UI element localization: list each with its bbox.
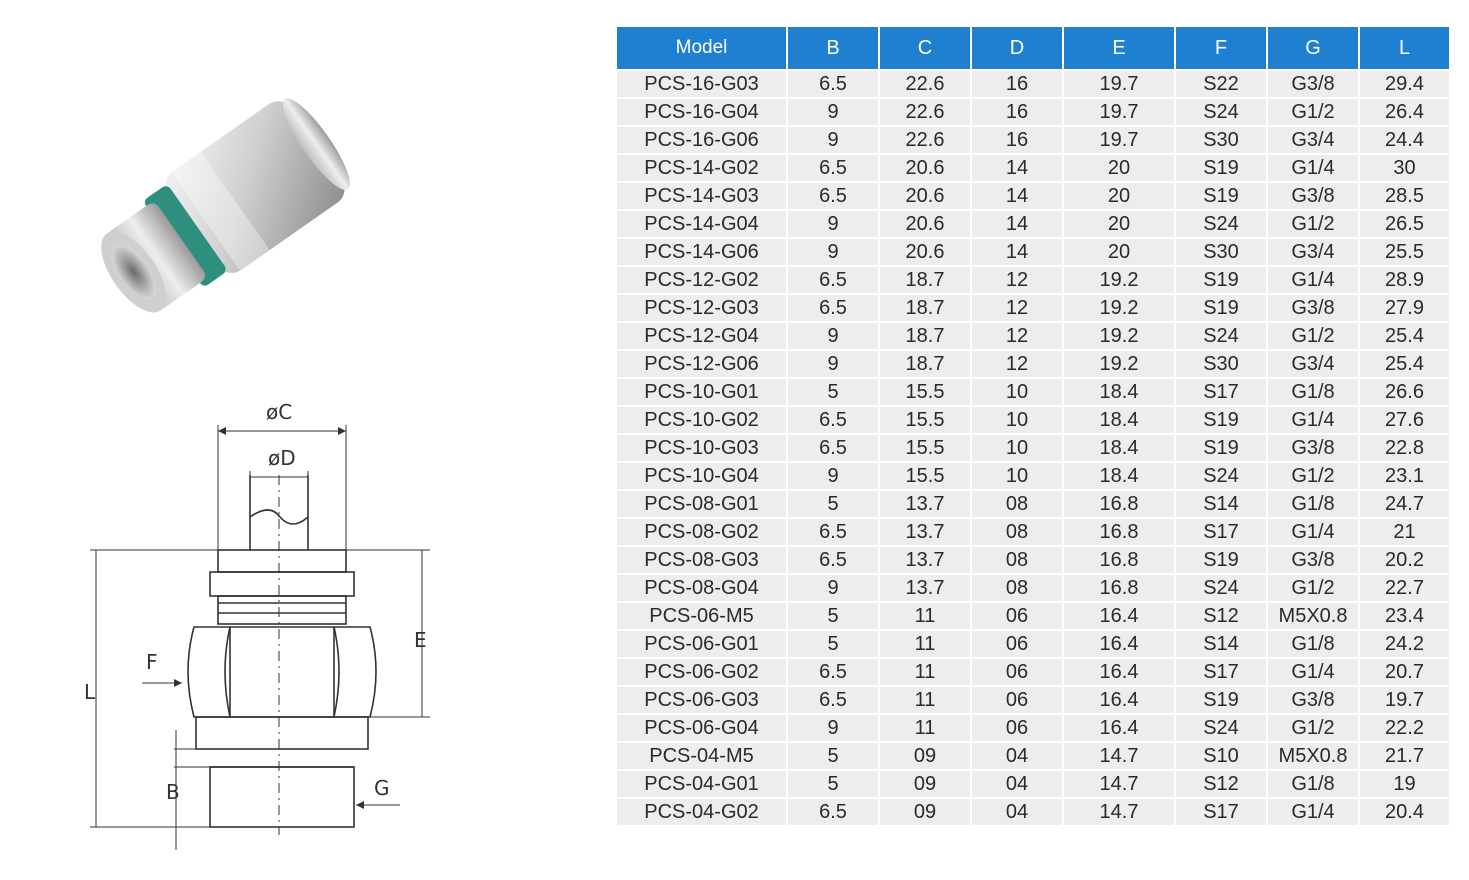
table-cell-c: 11: [879, 658, 971, 686]
table-cell-l: 19.7: [1359, 686, 1449, 714]
table-cell-g: G3/8: [1267, 70, 1359, 98]
table-row: [617, 546, 1449, 574]
table-cell-e: 16.4: [1063, 630, 1175, 658]
table-cell-l: 24.2: [1359, 630, 1449, 658]
table-cell-l: 30: [1359, 154, 1449, 182]
table-cell-model: PCS-06-G01: [617, 630, 787, 658]
table-cell-e: 20: [1063, 154, 1175, 182]
product-photo: [100, 80, 400, 350]
table-cell-model: PCS-04-M5: [617, 742, 787, 770]
table-cell-f: S10: [1175, 742, 1267, 770]
table-cell-f: S19: [1175, 406, 1267, 434]
table-cell-e: 19.7: [1063, 126, 1175, 154]
table-cell-c: 20.6: [879, 210, 971, 238]
table-cell-l: 19: [1359, 770, 1449, 798]
table-cell-model: PCS-04-G01: [617, 770, 787, 798]
table-cell-g: G1/4: [1267, 518, 1359, 546]
table-cell-f: S30: [1175, 238, 1267, 266]
table-cell-d: 04: [971, 770, 1063, 798]
table-row: [617, 574, 1449, 602]
table-cell-g: G3/4: [1267, 126, 1359, 154]
table-cell-model: PCS-10-G01: [617, 378, 787, 406]
table-cell-d: 04: [971, 798, 1063, 825]
table-cell-b: 5: [787, 378, 879, 406]
table-cell-e: 20: [1063, 238, 1175, 266]
table-cell-c: 11: [879, 602, 971, 630]
table-cell-c: 15.5: [879, 434, 971, 462]
table-cell-d: 06: [971, 686, 1063, 714]
table-cell-model: PCS-10-G02: [617, 406, 787, 434]
table-cell-d: 16: [971, 70, 1063, 98]
label-c: øC: [266, 400, 293, 424]
table-cell-b: 6.5: [787, 154, 879, 182]
table-cell-g: G1/2: [1267, 322, 1359, 350]
label-d: øD: [268, 446, 296, 470]
table-cell-d: 10: [971, 434, 1063, 462]
table-cell-f: S19: [1175, 686, 1267, 714]
table-cell-d: 08: [971, 574, 1063, 602]
table-cell-e: 14.7: [1063, 770, 1175, 798]
table-cell-f: S24: [1175, 98, 1267, 126]
table-cell-b: 6.5: [787, 658, 879, 686]
table-cell-c: 18.7: [879, 294, 971, 322]
table-cell-f: S24: [1175, 322, 1267, 350]
table-cell-g: G3/8: [1267, 182, 1359, 210]
table-row: [617, 322, 1449, 350]
table-cell-g: G1/4: [1267, 266, 1359, 294]
table-cell-l: 25.4: [1359, 350, 1449, 378]
table-cell-d: 04: [971, 742, 1063, 770]
table-cell-c: 18.7: [879, 322, 971, 350]
table-cell-e: 19.7: [1063, 70, 1175, 98]
table-row: [617, 490, 1449, 518]
table-row: [617, 266, 1449, 294]
table-cell-e: 14.7: [1063, 798, 1175, 825]
table-cell-g: G1/2: [1267, 574, 1359, 602]
table-cell-l: 22.7: [1359, 574, 1449, 602]
table-cell-b: 5: [787, 742, 879, 770]
table-row: [617, 462, 1449, 490]
table-cell-b: 9: [787, 350, 879, 378]
table-cell-l: 25.5: [1359, 238, 1449, 266]
table-cell-l: 26.6: [1359, 378, 1449, 406]
table-row: [617, 658, 1449, 686]
table-cell-e: 16.8: [1063, 546, 1175, 574]
table-row: [617, 154, 1449, 182]
table-cell-f: S17: [1175, 518, 1267, 546]
table-cell-f: S30: [1175, 126, 1267, 154]
table-cell-c: 09: [879, 742, 971, 770]
table-cell-e: 19.2: [1063, 266, 1175, 294]
table-cell-model: PCS-06-M5: [617, 602, 787, 630]
table-cell-b: 6.5: [787, 686, 879, 714]
table-row: [617, 294, 1449, 322]
table-cell-model: PCS-16-G06: [617, 126, 787, 154]
table-cell-l: 23.1: [1359, 462, 1449, 490]
column-header-d: D: [971, 27, 1063, 70]
table-row: [617, 98, 1449, 126]
table-cell-c: 20.6: [879, 182, 971, 210]
table-cell-c: 09: [879, 770, 971, 798]
table-cell-f: S19: [1175, 434, 1267, 462]
table-cell-d: 06: [971, 658, 1063, 686]
table-cell-model: PCS-14-G02: [617, 154, 787, 182]
table-cell-model: PCS-08-G03: [617, 546, 787, 574]
table-cell-b: 6.5: [787, 70, 879, 98]
table-cell-f: S22: [1175, 70, 1267, 98]
table-cell-b: 6.5: [787, 182, 879, 210]
table-cell-d: 12: [971, 266, 1063, 294]
table-cell-b: 6.5: [787, 294, 879, 322]
table-cell-d: 16: [971, 126, 1063, 154]
table-cell-model: PCS-06-G02: [617, 658, 787, 686]
table-cell-c: 15.5: [879, 462, 971, 490]
table-cell-l: 20.7: [1359, 658, 1449, 686]
table-cell-c: 15.5: [879, 406, 971, 434]
table-cell-e: 19.2: [1063, 350, 1175, 378]
table-cell-g: M5X0.8: [1267, 602, 1359, 630]
table-cell-d: 08: [971, 518, 1063, 546]
label-e: E: [414, 628, 427, 652]
table-cell-model: PCS-06-G03: [617, 686, 787, 714]
table-cell-g: G1/2: [1267, 462, 1359, 490]
table-row: [617, 70, 1449, 98]
table-cell-model: PCS-08-G02: [617, 518, 787, 546]
table-cell-d: 14: [971, 182, 1063, 210]
table-cell-g: G1/8: [1267, 770, 1359, 798]
table-cell-d: 16: [971, 98, 1063, 126]
table-cell-g: G3/8: [1267, 686, 1359, 714]
table-cell-f: S24: [1175, 714, 1267, 742]
table-cell-d: 12: [971, 294, 1063, 322]
table-cell-e: 18.4: [1063, 406, 1175, 434]
table-cell-g: G3/4: [1267, 238, 1359, 266]
label-f: F: [146, 650, 158, 674]
table-cell-l: 21.7: [1359, 742, 1449, 770]
table-cell-c: 11: [879, 714, 971, 742]
table-cell-d: 12: [971, 350, 1063, 378]
table-row: [617, 406, 1449, 434]
table-cell-g: G1/4: [1267, 798, 1359, 825]
table-cell-d: 10: [971, 378, 1063, 406]
table-cell-b: 6.5: [787, 266, 879, 294]
table-cell-b: 6.5: [787, 798, 879, 825]
column-header-b: B: [787, 27, 879, 70]
table-cell-g: G1/4: [1267, 406, 1359, 434]
label-g: G: [374, 776, 390, 800]
table-cell-c: 22.6: [879, 98, 971, 126]
label-b: B: [166, 780, 180, 804]
table-row: [617, 238, 1449, 266]
table-cell-b: 5: [787, 602, 879, 630]
table-cell-l: 24.7: [1359, 490, 1449, 518]
table-cell-e: 14.7: [1063, 742, 1175, 770]
table-cell-e: 20: [1063, 182, 1175, 210]
table-row: [617, 742, 1449, 770]
table-cell-f: S17: [1175, 658, 1267, 686]
table-cell-b: 9: [787, 210, 879, 238]
table-cell-c: 20.6: [879, 238, 971, 266]
column-header-model: Model: [617, 27, 787, 70]
table-cell-g: G1/8: [1267, 490, 1359, 518]
table-cell-l: 26.4: [1359, 98, 1449, 126]
table-cell-d: 06: [971, 630, 1063, 658]
table-cell-model: PCS-14-G04: [617, 210, 787, 238]
table-cell-c: 15.5: [879, 378, 971, 406]
table-body: [617, 70, 1449, 825]
table-cell-e: 18.4: [1063, 378, 1175, 406]
table-cell-c: 13.7: [879, 546, 971, 574]
table-cell-d: 08: [971, 546, 1063, 574]
table-cell-d: 08: [971, 490, 1063, 518]
table-cell-l: 20.2: [1359, 546, 1449, 574]
table-row: [617, 350, 1449, 378]
table-cell-model: PCS-14-G03: [617, 182, 787, 210]
table-cell-d: 06: [971, 602, 1063, 630]
table-cell-e: 16.8: [1063, 574, 1175, 602]
table-cell-b: 9: [787, 574, 879, 602]
table-cell-c: 18.7: [879, 350, 971, 378]
table-cell-model: PCS-12-G06: [617, 350, 787, 378]
table-cell-f: S12: [1175, 602, 1267, 630]
table-cell-e: 19.2: [1063, 322, 1175, 350]
table-cell-g: G1/2: [1267, 210, 1359, 238]
table-cell-d: 06: [971, 714, 1063, 742]
table-cell-f: S14: [1175, 490, 1267, 518]
table-cell-f: S19: [1175, 154, 1267, 182]
table-cell-g: G3/8: [1267, 546, 1359, 574]
table-row: [617, 798, 1449, 825]
table-cell-b: 9: [787, 98, 879, 126]
table-cell-g: G1/4: [1267, 658, 1359, 686]
table-cell-l: 22.8: [1359, 434, 1449, 462]
table-row: [617, 378, 1449, 406]
table-row: [617, 126, 1449, 154]
table-cell-f: S17: [1175, 798, 1267, 825]
table-cell-d: 14: [971, 210, 1063, 238]
table-cell-e: 16.4: [1063, 714, 1175, 742]
table-cell-c: 18.7: [879, 266, 971, 294]
table-cell-c: 09: [879, 798, 971, 825]
table-cell-e: 16.8: [1063, 490, 1175, 518]
table-cell-c: 20.6: [879, 154, 971, 182]
table-cell-l: 21: [1359, 518, 1449, 546]
table-cell-model: PCS-12-G02: [617, 266, 787, 294]
table-cell-b: 5: [787, 770, 879, 798]
table-cell-c: 13.7: [879, 574, 971, 602]
table-row: [617, 602, 1449, 630]
table-cell-e: 19.7: [1063, 98, 1175, 126]
table-cell-f: S17: [1175, 378, 1267, 406]
table-cell-l: 20.4: [1359, 798, 1449, 825]
table-cell-e: 18.4: [1063, 462, 1175, 490]
table-cell-l: 26.5: [1359, 210, 1449, 238]
table-cell-g: G1/4: [1267, 154, 1359, 182]
table-cell-b: 9: [787, 126, 879, 154]
table-cell-l: 24.4: [1359, 126, 1449, 154]
table-cell-g: M5X0.8: [1267, 742, 1359, 770]
table-row: [617, 434, 1449, 462]
table-row: [617, 630, 1449, 658]
table-cell-e: 18.4: [1063, 434, 1175, 462]
column-header-e: E: [1063, 27, 1175, 70]
table-cell-d: 12: [971, 322, 1063, 350]
table-row: [617, 518, 1449, 546]
table-cell-l: 28.5: [1359, 182, 1449, 210]
table-cell-b: 6.5: [787, 518, 879, 546]
table-cell-model: PCS-16-G03: [617, 70, 787, 98]
table-cell-g: G1/2: [1267, 714, 1359, 742]
dimension-drawing: [70, 395, 430, 860]
column-header-c: C: [879, 27, 971, 70]
table-cell-b: 9: [787, 462, 879, 490]
table-cell-e: 20: [1063, 210, 1175, 238]
table-cell-e: 16.4: [1063, 602, 1175, 630]
table-cell-model: PCS-04-G02: [617, 798, 787, 825]
table-cell-b: 9: [787, 238, 879, 266]
table-cell-g: G3/8: [1267, 294, 1359, 322]
table-cell-f: S14: [1175, 630, 1267, 658]
column-header-g: G: [1267, 27, 1359, 70]
table-cell-model: PCS-06-G04: [617, 714, 787, 742]
table-cell-c: 22.6: [879, 70, 971, 98]
table-cell-b: 5: [787, 630, 879, 658]
table-cell-f: S12: [1175, 770, 1267, 798]
table-cell-b: 6.5: [787, 434, 879, 462]
table-cell-model: PCS-16-G04: [617, 98, 787, 126]
table-cell-f: S19: [1175, 182, 1267, 210]
table-cell-model: PCS-12-G04: [617, 322, 787, 350]
label-l: L: [84, 680, 96, 704]
table-cell-model: PCS-08-G04: [617, 574, 787, 602]
table-cell-model: PCS-10-G03: [617, 434, 787, 462]
table-cell-c: 22.6: [879, 126, 971, 154]
table-cell-b: 9: [787, 322, 879, 350]
table-cell-l: 25.4: [1359, 322, 1449, 350]
table-cell-l: 23.4: [1359, 602, 1449, 630]
table-cell-l: 27.6: [1359, 406, 1449, 434]
table-cell-l: 28.9: [1359, 266, 1449, 294]
table-cell-f: S24: [1175, 462, 1267, 490]
table-cell-model: PCS-08-G01: [617, 490, 787, 518]
table-cell-g: G3/8: [1267, 434, 1359, 462]
table-cell-g: G1/8: [1267, 630, 1359, 658]
table-cell-f: S19: [1175, 546, 1267, 574]
table-cell-d: 14: [971, 154, 1063, 182]
table-cell-c: 13.7: [879, 518, 971, 546]
table-cell-model: PCS-14-G06: [617, 238, 787, 266]
column-header-f: F: [1175, 27, 1267, 70]
table-cell-model: PCS-10-G04: [617, 462, 787, 490]
table-cell-e: 16.8: [1063, 518, 1175, 546]
table-cell-b: 5: [787, 490, 879, 518]
table-cell-e: 19.2: [1063, 294, 1175, 322]
table-row: [617, 714, 1449, 742]
table-cell-d: 10: [971, 406, 1063, 434]
table-cell-l: 22.2: [1359, 714, 1449, 742]
table-cell-l: 29.4: [1359, 70, 1449, 98]
table-cell-e: 16.4: [1063, 686, 1175, 714]
table-cell-c: 13.7: [879, 490, 971, 518]
table-cell-f: S19: [1175, 294, 1267, 322]
column-header-l: L: [1359, 27, 1449, 70]
table-row: [617, 182, 1449, 210]
table-cell-b: 9: [787, 714, 879, 742]
table-cell-b: 6.5: [787, 406, 879, 434]
table-cell-model: PCS-12-G03: [617, 294, 787, 322]
table-cell-g: G3/4: [1267, 350, 1359, 378]
table-cell-b: 6.5: [787, 546, 879, 574]
table-cell-l: 27.9: [1359, 294, 1449, 322]
table-header: [617, 27, 1449, 70]
table-cell-f: S24: [1175, 574, 1267, 602]
table-row: [617, 686, 1449, 714]
table-cell-f: S30: [1175, 350, 1267, 378]
table-cell-c: 11: [879, 686, 971, 714]
table-cell-c: 11: [879, 630, 971, 658]
table-cell-d: 14: [971, 238, 1063, 266]
table-cell-d: 10: [971, 462, 1063, 490]
table-row: [617, 770, 1449, 798]
table-row: [617, 210, 1449, 238]
table-cell-f: S19: [1175, 266, 1267, 294]
table-cell-g: G1/2: [1267, 98, 1359, 126]
header-row: [617, 27, 1449, 70]
table-cell-e: 16.4: [1063, 658, 1175, 686]
spec-table: [617, 27, 1449, 825]
table-cell-g: G1/8: [1267, 378, 1359, 406]
table-cell-f: S24: [1175, 210, 1267, 238]
